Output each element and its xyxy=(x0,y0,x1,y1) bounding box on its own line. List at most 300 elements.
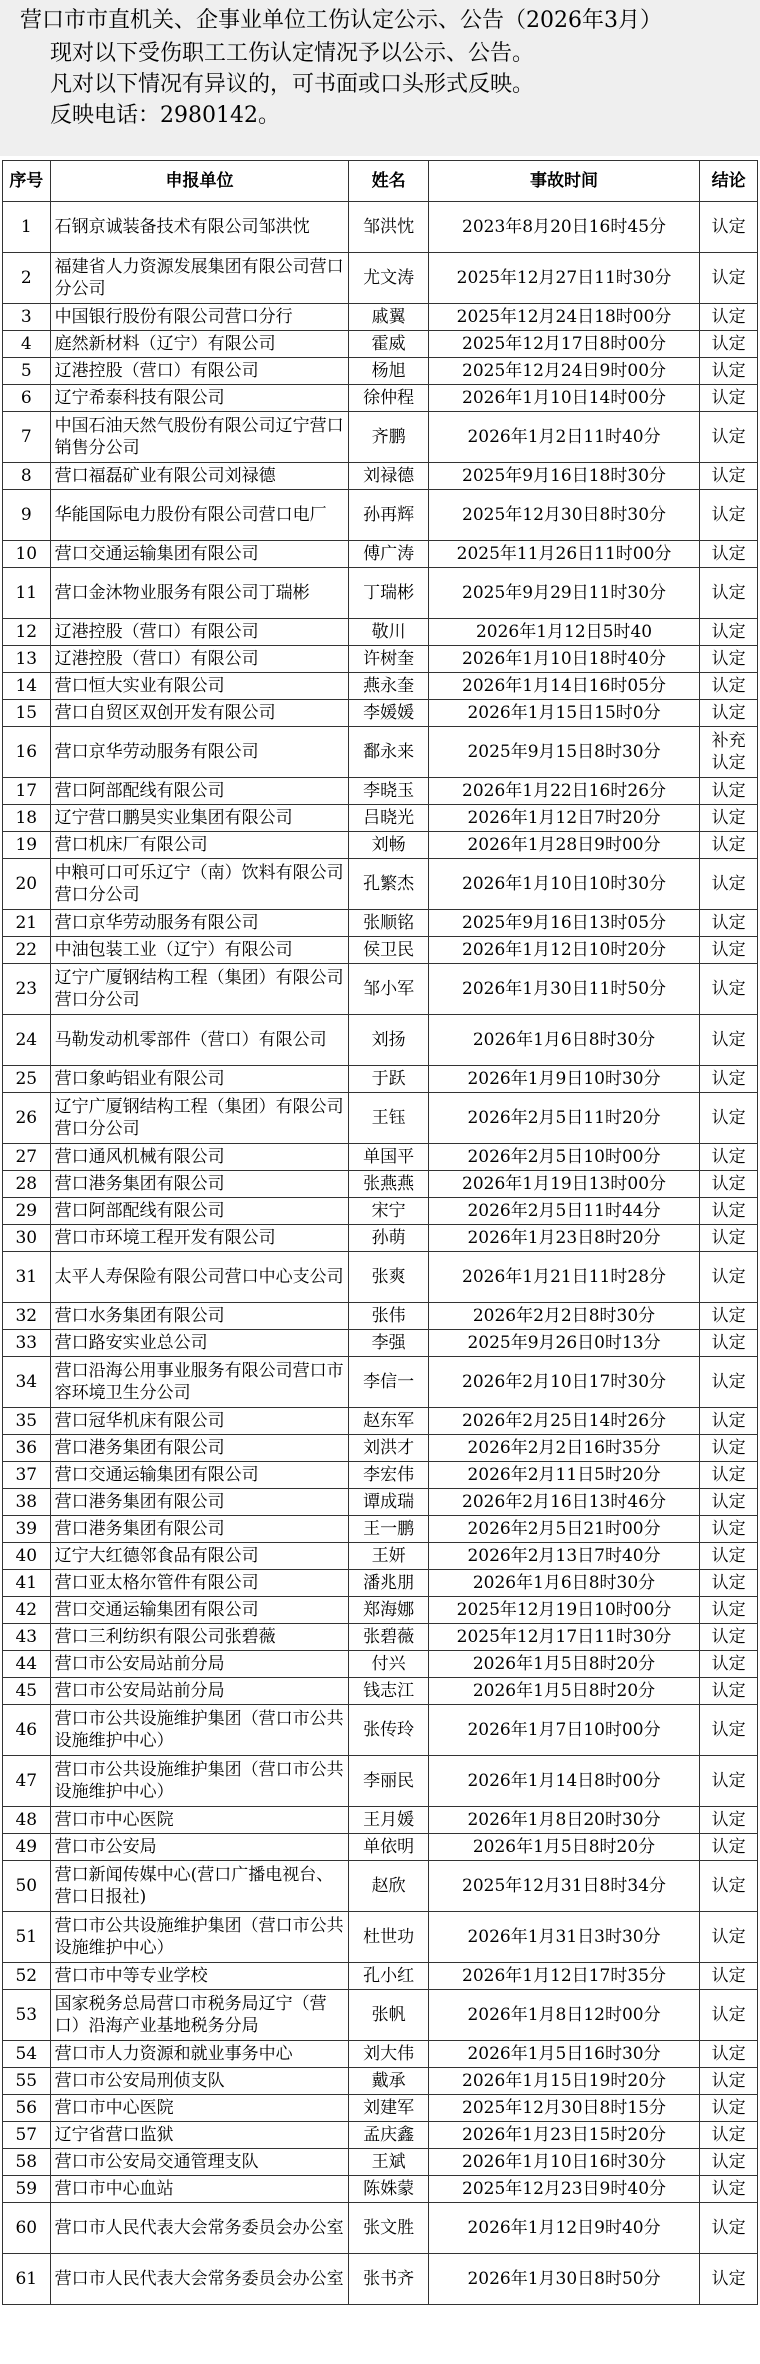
cell-result: 认定 xyxy=(700,937,758,964)
cell-result: 认定 xyxy=(700,1225,758,1252)
cell-time: 2026年1月14日16时05分 xyxy=(428,673,699,700)
cell-unit: 营口市公共设施维护集团（营口市公共设施维护中心） xyxy=(50,1912,349,1963)
cell-name: 张文胜 xyxy=(349,2203,428,2254)
cell-no: 44 xyxy=(3,1651,51,1678)
cell-no: 33 xyxy=(3,1330,51,1357)
cell-unit: 辽宁希泰科技有限公司 xyxy=(50,385,349,412)
cell-time: 2026年1月10日18时40分 xyxy=(428,646,699,673)
cell-result: 认定 xyxy=(700,202,758,253)
table-row xyxy=(3,619,758,646)
col-header-result: 结论 xyxy=(700,161,758,202)
cell-name: 张顺铭 xyxy=(349,910,428,937)
cell-name: 王钰 xyxy=(349,1093,428,1144)
cell-unit: 中国石油天然气股份有限公司辽宁营口销售分公司 xyxy=(50,412,349,463)
cell-unit: 营口京华劳动服务有限公司 xyxy=(50,910,349,937)
cell-name: 张爽 xyxy=(349,1252,428,1303)
cell-result: 认定 xyxy=(700,385,758,412)
cell-no: 3 xyxy=(3,304,51,331)
cell-unit: 太平人寿保险有限公司营口中心支公司 xyxy=(50,1252,349,1303)
cell-result: 认定 xyxy=(700,1834,758,1861)
cell-time: 2026年1月31日3时30分 xyxy=(428,1912,699,1963)
cell-time: 2025年12月27日11时30分 xyxy=(428,253,699,304)
col-header-name: 姓名 xyxy=(349,161,428,202)
cell-no: 34 xyxy=(3,1357,51,1408)
cell-time: 2026年1月15日19时20分 xyxy=(428,2068,699,2095)
table-row xyxy=(3,253,758,304)
table-row xyxy=(3,1462,758,1489)
cell-result: 认定 xyxy=(700,964,758,1015)
cell-name: 李媛媛 xyxy=(349,700,428,727)
cell-name: 李丽民 xyxy=(349,1756,428,1807)
cell-name: 付兴 xyxy=(349,1651,428,1678)
cell-name: 张燕燕 xyxy=(349,1171,428,1198)
table-row xyxy=(3,1408,758,1435)
cell-no: 58 xyxy=(3,2149,51,2176)
cell-name: 钱志江 xyxy=(349,1678,428,1705)
cell-unit: 辽港控股（营口）有限公司 xyxy=(50,646,349,673)
table-row xyxy=(3,1516,758,1543)
cell-no: 35 xyxy=(3,1408,51,1435)
cell-no: 49 xyxy=(3,1834,51,1861)
cell-result: 认定 xyxy=(700,2095,758,2122)
table-row xyxy=(3,778,758,805)
cell-unit: 营口市中心医院 xyxy=(50,1807,349,1834)
cell-unit: 福建省人力资源发展集团有限公司营口分公司 xyxy=(50,253,349,304)
table-row xyxy=(3,1834,758,1861)
cell-time: 2026年1月12日17时35分 xyxy=(428,1963,699,1990)
cell-no: 15 xyxy=(3,700,51,727)
cell-name: 鄱永来 xyxy=(349,727,428,778)
cell-name: 邹小军 xyxy=(349,964,428,1015)
cell-time: 2025年9月29日11时30分 xyxy=(428,568,699,619)
cell-name: 孟庆鑫 xyxy=(349,2122,428,2149)
cell-unit: 营口市公共设施维护集团（营口市公共设施维护中心） xyxy=(50,1756,349,1807)
table-row xyxy=(3,1252,758,1303)
cell-time: 2025年12月31日8时34分 xyxy=(428,1861,699,1912)
cell-result: 认定 xyxy=(700,1912,758,1963)
cell-name: 邹洪忱 xyxy=(349,202,428,253)
cell-result: 认定 xyxy=(700,859,758,910)
cell-no: 5 xyxy=(3,358,51,385)
cell-time: 2025年12月19日10时00分 xyxy=(428,1597,699,1624)
cell-unit: 营口三利纺织有限公司张碧薇 xyxy=(50,1624,349,1651)
table-row xyxy=(3,412,758,463)
cell-result: 认定 xyxy=(700,2149,758,2176)
cell-no: 2 xyxy=(3,253,51,304)
cell-time: 2025年12月30日8时15分 xyxy=(428,2095,699,2122)
cell-result: 认定 xyxy=(700,619,758,646)
cell-name: 谭成瑞 xyxy=(349,1489,428,1516)
cell-unit: 营口机床厂有限公司 xyxy=(50,832,349,859)
cell-unit: 营口港务集团有限公司 xyxy=(50,1489,349,1516)
cell-unit: 辽宁广厦钢结构工程（集团）有限公司营口分公司 xyxy=(50,1093,349,1144)
table-row xyxy=(3,1225,758,1252)
table-row xyxy=(3,1651,758,1678)
cell-time: 2026年1月10日14时00分 xyxy=(428,385,699,412)
cell-unit: 营口市人民代表大会常务委员会办公室 xyxy=(50,2203,349,2254)
cell-result: 认定 xyxy=(700,1963,758,1990)
cell-name: 张书齐 xyxy=(349,2254,428,2305)
table-row xyxy=(3,832,758,859)
table-row xyxy=(3,1678,758,1705)
table-row xyxy=(3,1489,758,1516)
cell-no: 10 xyxy=(3,541,51,568)
cell-result: 认定 xyxy=(700,1624,758,1651)
cell-result: 认定 xyxy=(700,1144,758,1171)
cell-unit: 营口阿部配线有限公司 xyxy=(50,778,349,805)
table-row xyxy=(3,1144,758,1171)
cell-time: 2026年2月25日14时26分 xyxy=(428,1408,699,1435)
table-row xyxy=(3,1963,758,1990)
table-row xyxy=(3,2203,758,2254)
cell-unit: 华能国际电力股份有限公司营口电厂 xyxy=(50,490,349,541)
cell-time: 2026年1月9日10时30分 xyxy=(428,1066,699,1093)
cell-name: 敬川 xyxy=(349,619,428,646)
cell-unit: 营口沿海公用事业服务有限公司营口市容环境卫生分公司 xyxy=(50,1357,349,1408)
cell-no: 60 xyxy=(3,2203,51,2254)
table-row xyxy=(3,568,758,619)
table-row xyxy=(3,673,758,700)
cell-result: 认定 xyxy=(700,2068,758,2095)
cell-name: 傅广涛 xyxy=(349,541,428,568)
cell-name: 赵东军 xyxy=(349,1408,428,1435)
cell-time: 2025年12月17日11时30分 xyxy=(428,1624,699,1651)
cell-name: 刘洪才 xyxy=(349,1435,428,1462)
cell-result: 认定 xyxy=(700,490,758,541)
table-row xyxy=(3,1912,758,1963)
cell-name: 张帆 xyxy=(349,1990,428,2041)
cell-result: 认定 xyxy=(700,1489,758,1516)
cell-time: 2026年2月5日10时00分 xyxy=(428,1144,699,1171)
cell-name: 丁瑞彬 xyxy=(349,568,428,619)
cell-name: 尤文涛 xyxy=(349,253,428,304)
cell-name: 郑海娜 xyxy=(349,1597,428,1624)
cell-time: 2026年1月6日8时30分 xyxy=(428,1570,699,1597)
cell-name: 张伟 xyxy=(349,1303,428,1330)
cell-name: 于跃 xyxy=(349,1066,428,1093)
cell-no: 55 xyxy=(3,2068,51,2095)
cell-unit: 营口冠华机床有限公司 xyxy=(50,1408,349,1435)
cell-name: 齐鹏 xyxy=(349,412,428,463)
cell-time: 2025年9月16日18时30分 xyxy=(428,463,699,490)
cell-result: 认定 xyxy=(700,1807,758,1834)
cell-name: 孔繁杰 xyxy=(349,859,428,910)
cell-name: 刘建军 xyxy=(349,2095,428,2122)
cell-name: 宋宁 xyxy=(349,1198,428,1225)
cell-name: 李晓玉 xyxy=(349,778,428,805)
cell-name: 王一鹏 xyxy=(349,1516,428,1543)
cell-name: 李信一 xyxy=(349,1357,428,1408)
table-row xyxy=(3,1861,758,1912)
cell-unit: 营口自贸区双创开发有限公司 xyxy=(50,700,349,727)
cell-unit: 中粮可口可乐辽宁（南）饮料有限公司营口分公司 xyxy=(50,859,349,910)
table-row xyxy=(3,805,758,832)
table-row xyxy=(3,2254,758,2305)
cell-unit: 营口交通运输集团有限公司 xyxy=(50,1597,349,1624)
cell-no: 57 xyxy=(3,2122,51,2149)
table-header-row xyxy=(3,161,758,202)
cell-time: 2025年12月17日8时00分 xyxy=(428,331,699,358)
cell-result: 认定 xyxy=(700,778,758,805)
cell-unit: 营口市中心血站 xyxy=(50,2176,349,2203)
cell-name: 王月媛 xyxy=(349,1807,428,1834)
table-row xyxy=(3,490,758,541)
cell-no: 47 xyxy=(3,1756,51,1807)
cell-result: 认定 xyxy=(700,541,758,568)
cell-name: 戴承 xyxy=(349,2068,428,2095)
cell-no: 42 xyxy=(3,1597,51,1624)
cell-time: 2026年1月5日8时20分 xyxy=(428,1834,699,1861)
table-row xyxy=(3,1330,758,1357)
cell-name: 单国平 xyxy=(349,1144,428,1171)
cell-time: 2026年1月12日7时20分 xyxy=(428,805,699,832)
table-row xyxy=(3,1756,758,1807)
cell-time: 2026年1月7日10时00分 xyxy=(428,1705,699,1756)
cell-unit: 辽宁省营口监狱 xyxy=(50,2122,349,2149)
cell-no: 48 xyxy=(3,1807,51,1834)
cell-result: 认定 xyxy=(700,805,758,832)
cell-no: 17 xyxy=(3,778,51,805)
cell-time: 2026年2月5日21时00分 xyxy=(428,1516,699,1543)
cell-time: 2025年9月26日0时13分 xyxy=(428,1330,699,1357)
cell-result: 认定 xyxy=(700,2254,758,2305)
table-row xyxy=(3,1198,758,1225)
cell-name: 王斌 xyxy=(349,2149,428,2176)
cell-no: 16 xyxy=(3,727,51,778)
table-row xyxy=(3,937,758,964)
cell-no: 13 xyxy=(3,646,51,673)
cell-unit: 营口阿部配线有限公司 xyxy=(50,1198,349,1225)
cell-name: 单依明 xyxy=(349,1834,428,1861)
cell-no: 39 xyxy=(3,1516,51,1543)
cell-name: 侯卫民 xyxy=(349,937,428,964)
cell-time: 2025年11月26日11时00分 xyxy=(428,541,699,568)
cell-time: 2026年1月2日11时40分 xyxy=(428,412,699,463)
cell-no: 8 xyxy=(3,463,51,490)
cell-unit: 营口市公安局站前分局 xyxy=(50,1678,349,1705)
cell-no: 52 xyxy=(3,1963,51,1990)
cell-name: 许树奎 xyxy=(349,646,428,673)
table-row xyxy=(3,541,758,568)
table-row xyxy=(3,1624,758,1651)
cell-result: 认定 xyxy=(700,1066,758,1093)
cell-no: 19 xyxy=(3,832,51,859)
cell-no: 53 xyxy=(3,1990,51,2041)
table-row xyxy=(3,304,758,331)
cell-unit: 营口通风机械有限公司 xyxy=(50,1144,349,1171)
cell-time: 2026年1月21日11时28分 xyxy=(428,1252,699,1303)
cell-result: 认定 xyxy=(700,2176,758,2203)
cell-name: 戚翼 xyxy=(349,304,428,331)
cell-no: 61 xyxy=(3,2254,51,2305)
cell-no: 18 xyxy=(3,805,51,832)
cell-time: 2026年1月10日10时30分 xyxy=(428,859,699,910)
cell-result: 认定 xyxy=(700,1252,758,1303)
cell-time: 2026年1月8日12时00分 xyxy=(428,1990,699,2041)
cell-time: 2026年2月16日13时46分 xyxy=(428,1489,699,1516)
cell-time: 2026年1月30日11时50分 xyxy=(428,964,699,1015)
cell-no: 32 xyxy=(3,1303,51,1330)
cell-no: 31 xyxy=(3,1252,51,1303)
cell-unit: 营口交通运输集团有限公司 xyxy=(50,1462,349,1489)
cell-result: 认定 xyxy=(700,2041,758,2068)
cell-no: 24 xyxy=(3,1015,51,1066)
cell-unit: 营口市人民代表大会常务委员会办公室 xyxy=(50,2254,349,2305)
injury-table xyxy=(2,160,758,2305)
table-row xyxy=(3,1705,758,1756)
cell-result: 认定 xyxy=(700,1435,758,1462)
cell-unit: 营口象屿铝业有限公司 xyxy=(50,1066,349,1093)
cell-result: 认定 xyxy=(700,646,758,673)
cell-time: 2026年1月12日5时40 xyxy=(428,619,699,646)
cell-result: 认定 xyxy=(700,1093,758,1144)
cell-no: 46 xyxy=(3,1705,51,1756)
cell-time: 2025年12月23日9时40分 xyxy=(428,2176,699,2203)
cell-result: 认定 xyxy=(700,1861,758,1912)
cell-no: 51 xyxy=(3,1912,51,1963)
cell-unit: 中国银行股份有限公司营口分行 xyxy=(50,304,349,331)
notice-header xyxy=(0,0,760,156)
cell-name: 潘兆朋 xyxy=(349,1570,428,1597)
cell-result: 认定 xyxy=(700,568,758,619)
cell-no: 29 xyxy=(3,1198,51,1225)
cell-time: 2023年8月20日16时45分 xyxy=(428,202,699,253)
cell-unit: 辽港控股（营口）有限公司 xyxy=(50,358,349,385)
cell-no: 9 xyxy=(3,490,51,541)
cell-result: 认定 xyxy=(700,2203,758,2254)
cell-name: 杨旭 xyxy=(349,358,428,385)
cell-unit: 营口路安实业总公司 xyxy=(50,1330,349,1357)
col-header-time: 事故时间 xyxy=(428,161,699,202)
cell-time: 2025年12月24日18时00分 xyxy=(428,304,699,331)
cell-name: 孙再辉 xyxy=(349,490,428,541)
cell-unit: 辽宁广厦钢结构工程（集团）有限公司营口分公司 xyxy=(50,964,349,1015)
cell-time: 2025年12月24日9时00分 xyxy=(428,358,699,385)
cell-result: 认定 xyxy=(700,700,758,727)
cell-result: 认定 xyxy=(700,1990,758,2041)
cell-name: 王妍 xyxy=(349,1543,428,1570)
cell-unit: 国家税务总局营口市税务局辽宁（营口）沿海产业基地税务分局 xyxy=(50,1990,349,2041)
cell-time: 2026年2月11日5时20分 xyxy=(428,1462,699,1489)
cell-unit: 营口金沐物业服务有限公司丁瑞彬 xyxy=(50,568,349,619)
cell-no: 56 xyxy=(3,2095,51,2122)
cell-time: 2026年1月10日16时30分 xyxy=(428,2149,699,2176)
cell-name: 杜世功 xyxy=(349,1912,428,1963)
table-row xyxy=(3,859,758,910)
cell-name: 陈姝蒙 xyxy=(349,2176,428,2203)
cell-no: 45 xyxy=(3,1678,51,1705)
cell-unit: 营口市公安局交通管理支队 xyxy=(50,2149,349,2176)
cell-unit: 营口恒大实业有限公司 xyxy=(50,673,349,700)
cell-name: 孙萌 xyxy=(349,1225,428,1252)
table-row xyxy=(3,2122,758,2149)
table-row xyxy=(3,1570,758,1597)
cell-no: 1 xyxy=(3,202,51,253)
cell-result: 认定 xyxy=(700,1408,758,1435)
table-row xyxy=(3,1990,758,2041)
cell-no: 12 xyxy=(3,619,51,646)
table-row xyxy=(3,463,758,490)
cell-time: 2026年1月23日15时20分 xyxy=(428,2122,699,2149)
table-row xyxy=(3,385,758,412)
cell-result: 认定 xyxy=(700,1198,758,1225)
cell-unit: 营口市中心医院 xyxy=(50,2095,349,2122)
cell-unit: 营口港务集团有限公司 xyxy=(50,1516,349,1543)
cell-result: 认定 xyxy=(700,1597,758,1624)
cell-name: 刘禄德 xyxy=(349,463,428,490)
table-row xyxy=(3,1015,758,1066)
cell-no: 38 xyxy=(3,1489,51,1516)
cell-result: 认定 xyxy=(700,1330,758,1357)
table-row xyxy=(3,2149,758,2176)
cell-no: 59 xyxy=(3,2176,51,2203)
cell-name: 李强 xyxy=(349,1330,428,1357)
cell-result: 认定 xyxy=(700,832,758,859)
table-row xyxy=(3,1171,758,1198)
cell-no: 54 xyxy=(3,2041,51,2068)
cell-no: 28 xyxy=(3,1171,51,1198)
cell-no: 20 xyxy=(3,859,51,910)
cell-unit: 营口市环境工程开发有限公司 xyxy=(50,1225,349,1252)
cell-time: 2026年1月8日20时30分 xyxy=(428,1807,699,1834)
cell-no: 7 xyxy=(3,412,51,463)
cell-time: 2026年1月5日8时20分 xyxy=(428,1678,699,1705)
cell-time: 2025年9月15日8时30分 xyxy=(428,727,699,778)
cell-no: 4 xyxy=(3,331,51,358)
cell-unit: 营口港务集团有限公司 xyxy=(50,1171,349,1198)
cell-time: 2026年1月23日8时20分 xyxy=(428,1225,699,1252)
cell-no: 50 xyxy=(3,1861,51,1912)
cell-time: 2026年2月10日17时30分 xyxy=(428,1357,699,1408)
cell-time: 2026年2月2日8时30分 xyxy=(428,1303,699,1330)
table-row xyxy=(3,727,758,778)
cell-name: 赵欣 xyxy=(349,1861,428,1912)
cell-time: 2026年1月14日8时00分 xyxy=(428,1756,699,1807)
table-row xyxy=(3,1435,758,1462)
cell-time: 2025年9月16日13时05分 xyxy=(428,910,699,937)
cell-unit: 营口水务集团有限公司 xyxy=(50,1303,349,1330)
col-header-no: 序号 xyxy=(3,161,51,202)
table-row xyxy=(3,910,758,937)
table-row xyxy=(3,964,758,1015)
cell-time: 2026年1月5日16时30分 xyxy=(428,2041,699,2068)
table-row xyxy=(3,331,758,358)
cell-no: 23 xyxy=(3,964,51,1015)
cell-unit: 营口新闻传媒中心(营口广播电视台、营口日报社) xyxy=(50,1861,349,1912)
table-row xyxy=(3,1357,758,1408)
cell-no: 14 xyxy=(3,673,51,700)
cell-result: 补充认定 xyxy=(700,727,758,778)
cell-result: 认定 xyxy=(700,1462,758,1489)
cell-result: 认定 xyxy=(700,1357,758,1408)
cell-no: 36 xyxy=(3,1435,51,1462)
cell-time: 2026年1月12日10时20分 xyxy=(428,937,699,964)
cell-result: 认定 xyxy=(700,1543,758,1570)
cell-no: 27 xyxy=(3,1144,51,1171)
cell-unit: 营口福磊矿业有限公司刘禄德 xyxy=(50,463,349,490)
cell-result: 认定 xyxy=(700,412,758,463)
cell-no: 25 xyxy=(3,1066,51,1093)
cell-no: 6 xyxy=(3,385,51,412)
cell-result: 认定 xyxy=(700,463,758,490)
cell-result: 认定 xyxy=(700,1303,758,1330)
cell-time: 2026年1月22日16时26分 xyxy=(428,778,699,805)
cell-result: 认定 xyxy=(700,673,758,700)
cell-unit: 马勒发动机零部件（营口）有限公司 xyxy=(50,1015,349,1066)
cell-time: 2026年1月5日8时20分 xyxy=(428,1651,699,1678)
cell-unit: 石钢京诚装备技术有限公司邹洪忱 xyxy=(50,202,349,253)
page-title: 营口市市直机关、企事业单位工伤认定公示、公告（2026年3月） xyxy=(20,8,662,33)
